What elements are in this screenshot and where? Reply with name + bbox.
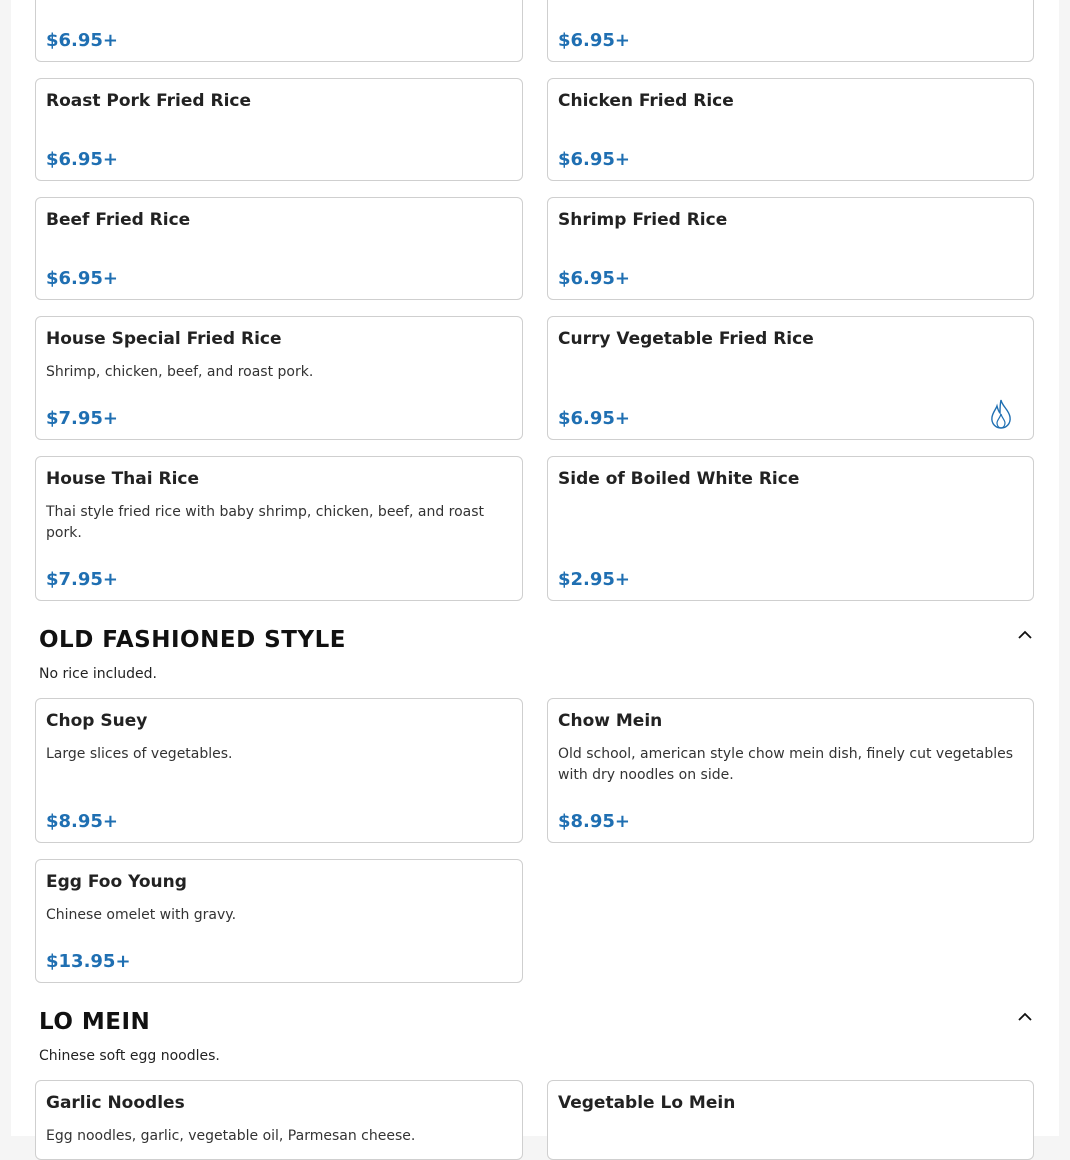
item-name: Side of Boiled White Rice (558, 469, 800, 489)
menu-item-chicken-fried-rice[interactable] (547, 78, 1034, 181)
item-description: Large slices of vegetables. (46, 746, 233, 762)
item-price: $6.95+ (558, 149, 631, 170)
menu-item-house-special-fried-rice[interactable] (35, 316, 523, 440)
item-name: House Thai Rice (46, 469, 200, 489)
item-name: Curry Vegetable Fried Rice (558, 329, 814, 349)
item-price: $7.95+ (46, 408, 119, 429)
section-description: No rice included. (39, 666, 157, 682)
menu-item-beef-fried-rice[interactable] (35, 197, 523, 300)
menu-item-chop-suey[interactable] (35, 698, 523, 843)
item-description: Thai style fried rice with baby shrimp, chicken, beef, and roast pork. (46, 504, 485, 541)
menu-item-egg-foo-young[interactable] (35, 859, 523, 983)
item-price: $8.95+ (558, 811, 631, 832)
section-title-lo-mein: LO MEIN (39, 1009, 151, 1035)
item-name: Beef Fried Rice (46, 210, 191, 230)
spicy-icon (987, 398, 1015, 430)
item-name: Garlic Noodles (46, 1093, 185, 1113)
item-name: Roast Pork Fried Rice (46, 91, 252, 111)
chevron-up-icon[interactable] (1016, 1011, 1034, 1023)
menu-item-side-of-boiled-white-rice[interactable] (547, 456, 1034, 601)
item-price: $2.95+ (558, 569, 631, 590)
item-description: Shrimp, chicken, beef, and roast pork. (46, 364, 314, 380)
item-name: Chicken Fried Rice (558, 91, 734, 111)
menu-item-card[interactable] (35, 0, 523, 62)
menu-item-house-thai-rice[interactable] (35, 456, 523, 601)
item-name: House Special Fried Rice (46, 329, 282, 349)
item-name: Shrimp Fried Rice (558, 210, 728, 230)
item-name: Vegetable Lo Mein (558, 1093, 736, 1113)
item-name: Egg Foo Young (46, 872, 187, 892)
item-price: $8.95+ (46, 811, 119, 832)
item-price: $6.95+ (46, 268, 119, 289)
item-description: Egg noodles, garlic, vegetable oil, Parmesan cheese. (46, 1128, 416, 1144)
item-price: $13.95+ (46, 951, 131, 972)
menu-item-shrimp-fried-rice[interactable] (547, 197, 1034, 300)
item-price: $6.95+ (46, 149, 119, 170)
menu-item-roast-pork-fried-rice[interactable] (35, 78, 523, 181)
menu-item-garlic-noodles[interactable] (35, 1080, 523, 1160)
item-description: Chinese omelet with gravy. (46, 907, 237, 923)
section-title-old-fashioned: OLD FASHIONED STYLE (39, 627, 346, 653)
item-name: Chop Suey (46, 711, 148, 731)
item-price: $6.95+ (558, 408, 631, 429)
item-price: $7.95+ (46, 569, 119, 590)
menu-item-chow-mein[interactable] (547, 698, 1034, 843)
menu-item-vegetable-lo-mein[interactable] (547, 1080, 1034, 1160)
chevron-up-icon[interactable] (1016, 629, 1034, 641)
menu-item-curry-vegetable-fried-rice[interactable] (547, 316, 1034, 440)
item-name: Chow Mein (558, 711, 663, 731)
section-description: Chinese soft egg noodles. (39, 1048, 220, 1064)
item-price: $6.95+ (558, 30, 631, 51)
item-price: $6.95+ (558, 268, 631, 289)
menu-item-card[interactable] (547, 0, 1034, 62)
item-price: $6.95+ (46, 30, 119, 51)
item-description: Old school, american style chow mein dish, finely cut vegetables with dry noodles on side. (558, 746, 1014, 783)
